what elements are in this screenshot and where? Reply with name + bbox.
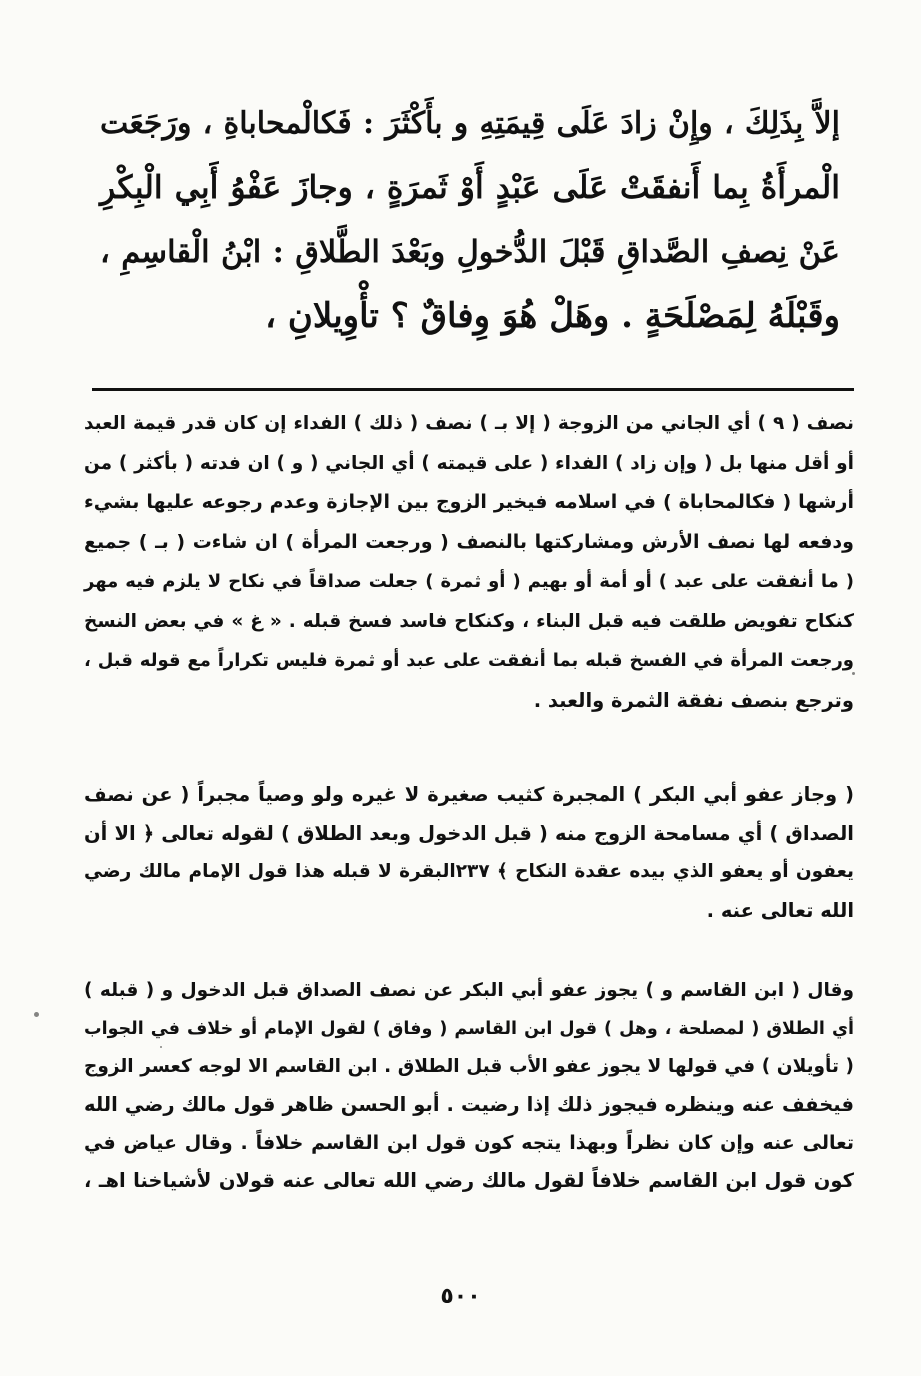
commentary-line: نصف ( ٩ ) أي الجاني من الزوجة ( إلا بـ ) نصف ( ذلك ) الفداء إن كان قدر قيمة العبد (84, 413, 855, 434)
commentary-line: ( تأويلان ) في قولها لا يجوز عفو الأب قبل الطلاق . ابن القاسم الا لوجه كعسر الزوج (84, 1056, 854, 1077)
commentary-line: ورجعت المرأة في الفسخ قبله بما أنفقت على عبد أو ثمرة فليس تكراراً مع قوله قبل ، (84, 650, 854, 671)
commentary-line: الصداق ) أي مسامحة الزوج منه ( قبل الدخول وبعد الطلاق ) لقوله تعالى ﴿ الا أن (84, 821, 854, 845)
commentary-line: أي الطلاق ( لمصلحة ، وهل ) قول ابن القاسم ( وفاق ) لقول الإمام أو خلاف في الجواب (84, 1019, 854, 1039)
commentary-line: يعفون أو يعفو الذي بيده عقدة النكاح ﴾ ٢٣٧البقرة لا قبله هذا قول الإمام مالك رضي (84, 861, 854, 882)
main-text-line: إلاَّ بِذَلِكَ ، وإِنْ زادَ عَلَى قِيمَتِهِ و بأَكْثَرَ : فَكالْمحاباةِ ، ورَجَعَت (100, 106, 840, 141)
commentary-line: أرشها ( فكالمحاباة ) في اسلامه فيخير الزوج بين الإجازة وعدم رجوعه عليها بشيء (84, 491, 854, 513)
separator-rule (92, 388, 854, 391)
commentary-paragraph-1 (84, 404, 854, 720)
commentary-line: الله تعالى عنه . (706, 898, 854, 922)
main-text-line: عَنْ نِصفِ الصَّداقِ قَبْلَ الدُّخولِ وبَعْدَ الطَّلاقِ : ابْنُ الْقاسِمِ ، (100, 234, 840, 270)
main-text-block (100, 92, 840, 348)
commentary-line: تعالى عنه وإن كان نظراً وبهذا يتجه كون قول ابن القاسم خلافاً . وقال عياض في (84, 1132, 854, 1154)
commentary-line: ( ما أنفقت على عبد ) أو أمة أو بهيم ( أو ثمرة ) جعلت صداقاً في نكاح لا يلزم فيه مهر (84, 571, 854, 592)
commentary-line: وترجع بنصف نفقة الثمرة والعبد . (533, 688, 854, 712)
commentary-line: ( وجاز عفو أبي البكر ) المجبرة كثيب صغيرة لا غيره ولو وصياً مجبراً ( عن نصف (84, 783, 854, 806)
commentary-line: ودفعه لها نصف الأرش ومشاركتها بالنصف ( ورجعت المرأة ) ان شاءت ( بـ ) جميع (84, 530, 854, 553)
commentary-line: فيخفف عنه وينظره فيجوز ذلك إذا رضيت . أبو الحسن ظاهر قول مالك رضي الله (84, 1093, 854, 1116)
commentary-paragraph-3 (84, 972, 854, 1200)
commentary-line: أو أقل منها بل ( وإن زاد ) الفداء ( على قيمته ) أي الجاني ( و ) ان فدته ( بأكثر ) من (84, 452, 854, 474)
scan-speck (34, 1012, 39, 1017)
commentary-line: كنكاح تفويض طلقت فيه قبل البناء ، وكنكاح فاسد فسخ قبله . « غ » في بعض النسخ (84, 610, 854, 632)
commentary-line: وقال ( ابن القاسم و ) يجوز عفو أبي البكر عن نصف الصداق قبل الدخول و ( قبله ) (84, 980, 854, 1001)
commentary-line: كون قول ابن القاسم خلافاً لقول مالك رضي الله تعالى عنه قولان لأشياخنا اهـ ، (84, 1169, 854, 1192)
main-text-line: وقَبْلَهُ لِمَصْلَحَةٍ . وهَلْ هُوَ وِفاقٌ ؟ تأْوِيلانِ ، (265, 296, 840, 336)
commentary-paragraph-2 (84, 776, 854, 930)
page-number: ٥٠٠ (440, 1284, 481, 1309)
main-text-line: الْمرأَةُ بِما أَنفقَتْ عَلَى عَبْدٍ أَوْ ثَمرَةٍ ، وجازَ عَفْوُ أَبِي الْبِكْرِ (100, 169, 840, 206)
